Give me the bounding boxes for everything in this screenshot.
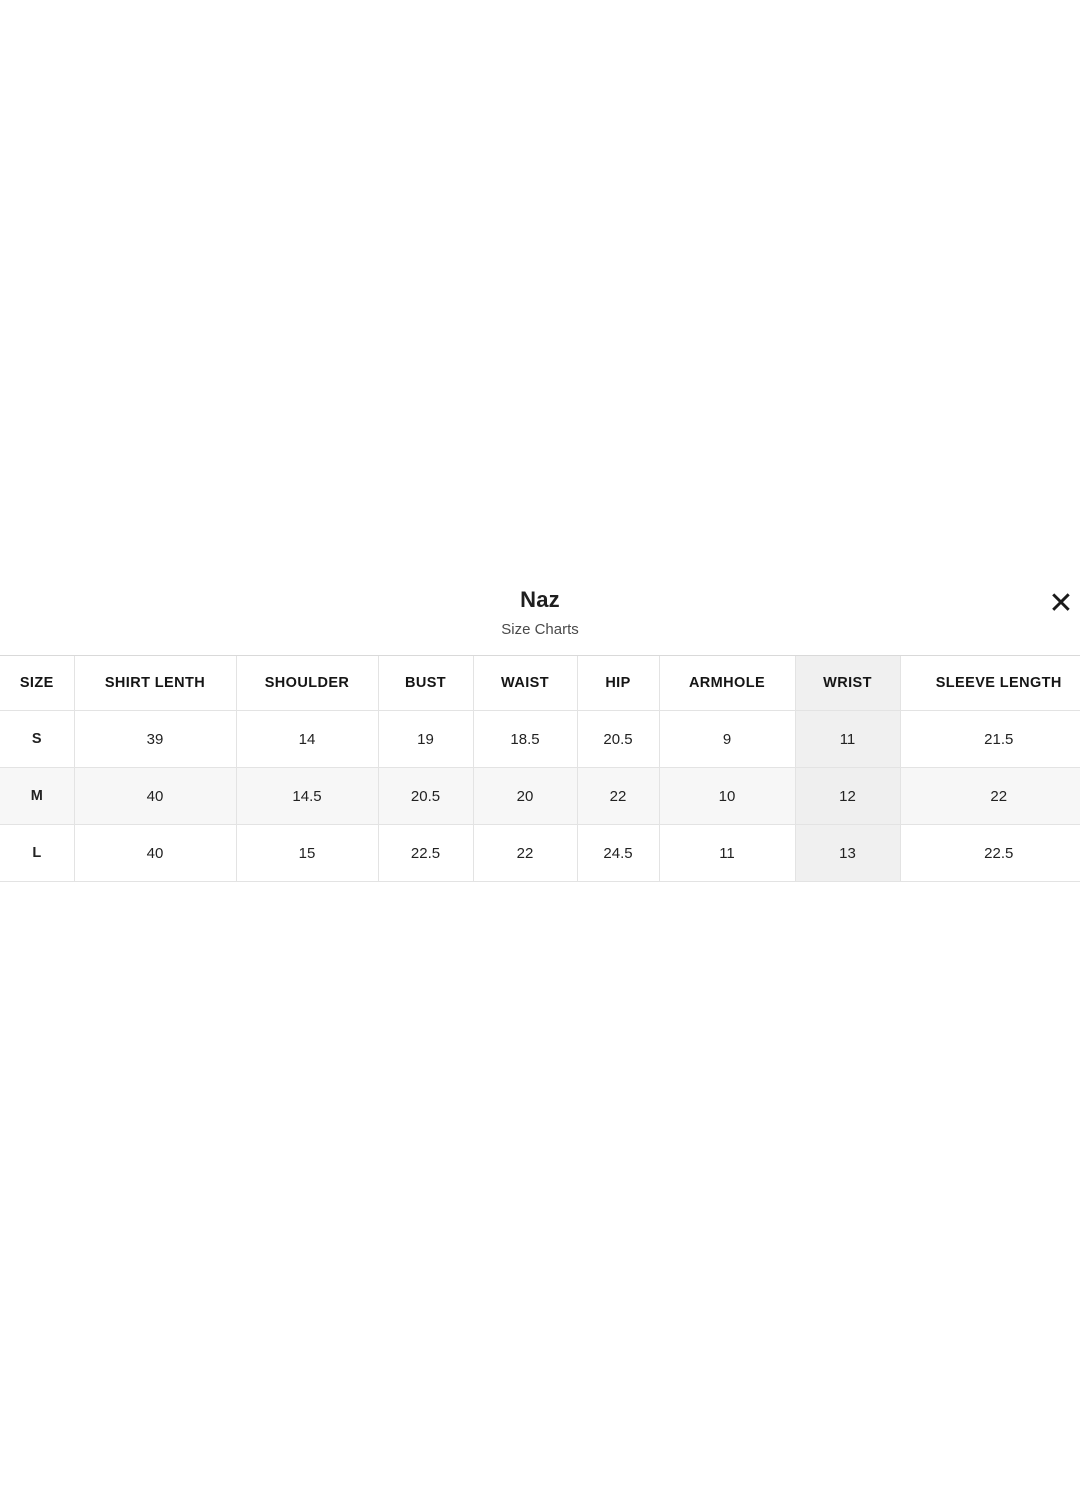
cell-size: S	[0, 711, 74, 768]
cell-wrist: 11	[795, 711, 900, 768]
cell-sleeve-length: 22	[900, 768, 1080, 825]
modal-title: Naz	[520, 587, 560, 612]
close-button[interactable]	[1044, 587, 1078, 621]
cell-hip: 20.5	[577, 711, 659, 768]
cell-shirt-lenth: 40	[74, 825, 236, 882]
table-header-row	[0, 656, 1080, 711]
cell-armhole: 9	[659, 711, 795, 768]
cell-size: L	[0, 825, 74, 882]
column-header-wrist: WRIST	[795, 656, 900, 711]
cell-sleeve-length: 22.5	[900, 825, 1080, 882]
size-chart-modal	[0, 573, 1080, 882]
cell-hip: 22	[577, 768, 659, 825]
column-header-shirt-lenth: SHIRT LENTH	[74, 656, 236, 711]
cell-sleeve-length: 21.5	[900, 711, 1080, 768]
cell-shirt-lenth: 39	[74, 711, 236, 768]
column-header-armhole: ARMHOLE	[659, 656, 795, 711]
modal-subtitle: Size Charts	[501, 621, 579, 639]
modal-header	[0, 573, 1080, 655]
column-header-waist: WAIST	[473, 656, 577, 711]
column-header-sleeve-length: SLEEVE LENGTH	[900, 656, 1080, 711]
column-header-shoulder: SHOULDER	[236, 656, 378, 711]
cell-bust: 22.5	[378, 825, 473, 882]
cell-waist: 18.5	[473, 711, 577, 768]
cell-shirt-lenth: 40	[74, 768, 236, 825]
size-chart-table	[0, 656, 1080, 882]
size-chart-table-wrap	[0, 656, 1080, 882]
cell-shoulder: 14	[236, 711, 378, 768]
cell-armhole: 11	[659, 825, 795, 882]
cell-waist: 20	[473, 768, 577, 825]
cell-armhole: 10	[659, 768, 795, 825]
cell-wrist: 13	[795, 825, 900, 882]
table-row	[0, 768, 1080, 825]
cell-bust: 19	[378, 711, 473, 768]
column-header-size: SIZE	[0, 656, 74, 711]
cell-wrist: 12	[795, 768, 900, 825]
cell-bust: 20.5	[378, 768, 473, 825]
cell-hip: 24.5	[577, 825, 659, 882]
table-row	[0, 711, 1080, 768]
cell-waist: 22	[473, 825, 577, 882]
table-row	[0, 825, 1080, 882]
column-header-hip: HIP	[577, 656, 659, 711]
cell-shoulder: 14.5	[236, 768, 378, 825]
cell-size: M	[0, 768, 74, 825]
close-icon: ✕	[1048, 587, 1074, 620]
cell-shoulder: 15	[236, 825, 378, 882]
column-header-bust: BUST	[378, 656, 473, 711]
